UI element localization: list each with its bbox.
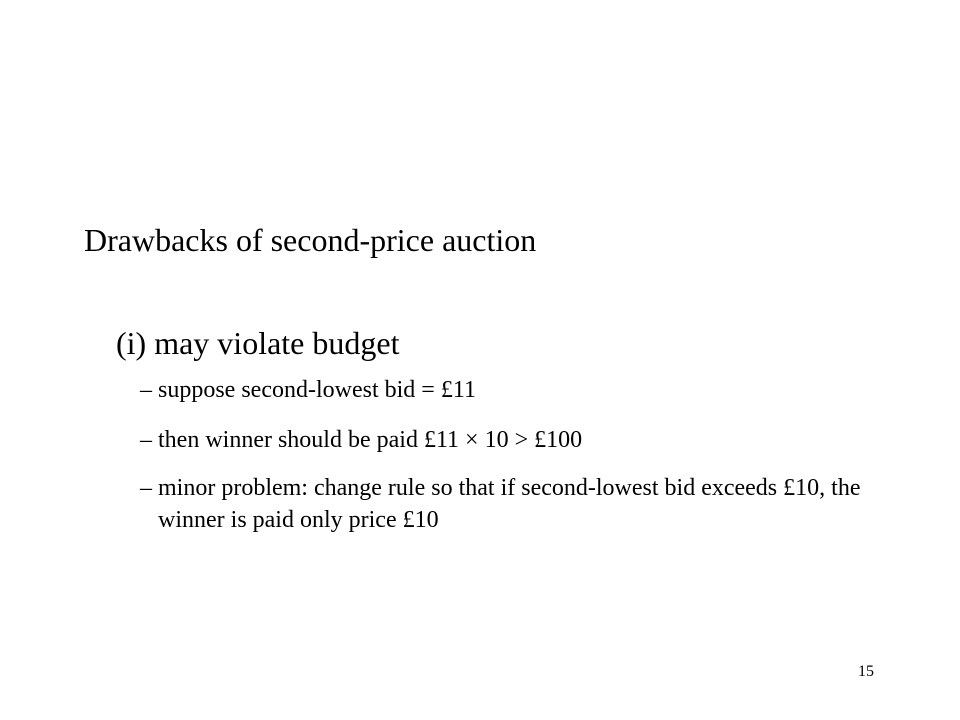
subpoint-text: minor problem: change rule so that if second-lowest bid exceeds £10, the winner is paid only price £10	[158, 475, 861, 533]
dash-bullet: –	[140, 427, 152, 453]
subpoint-1	[140, 374, 920, 406]
page-number: 15	[858, 663, 874, 680]
subpoint-2	[140, 424, 920, 456]
subpoint-3	[140, 472, 920, 536]
subpoint-text: suppose second-lowest bid = £11	[158, 377, 476, 403]
dash-bullet: –	[140, 377, 152, 403]
slide-heading: Drawbacks of second-price auction	[84, 222, 537, 258]
point-i: (i) may violate budget	[116, 325, 400, 361]
dash-bullet: –	[140, 475, 152, 501]
subpoint-text: then winner should be paid £11 × 10 > £100	[158, 427, 583, 453]
